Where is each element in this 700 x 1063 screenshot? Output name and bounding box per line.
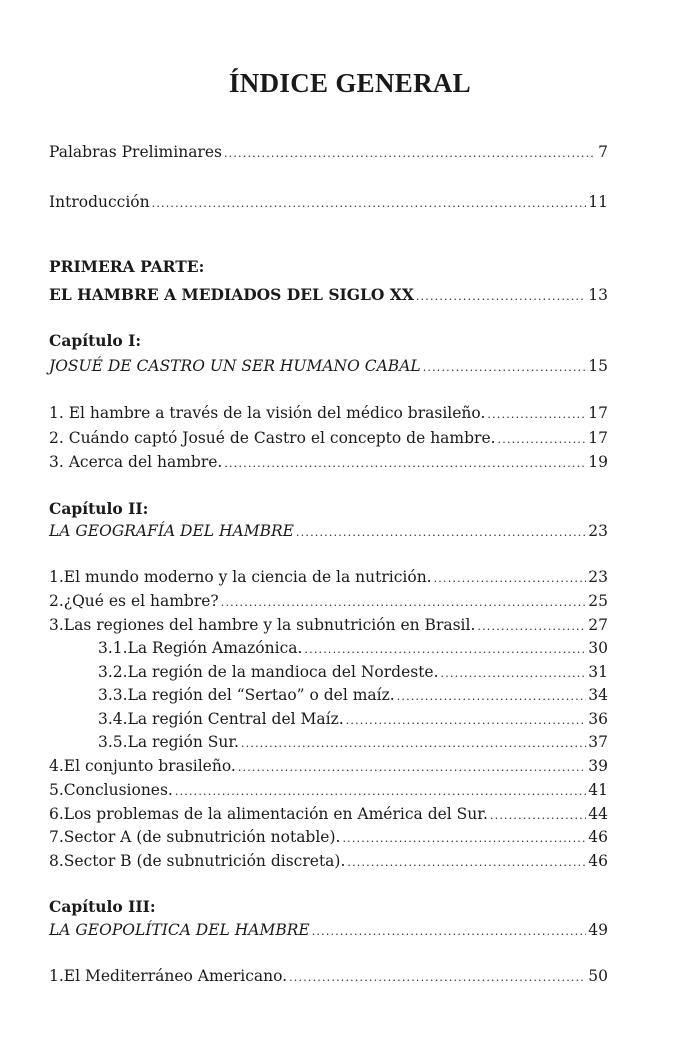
entry-label: Introducción xyxy=(49,193,150,211)
toc-entry xyxy=(49,614,608,636)
entry-page: 50 xyxy=(588,967,608,985)
entry-page: 41 xyxy=(588,781,608,799)
leader-dots xyxy=(296,522,586,544)
toc-entry xyxy=(49,402,608,424)
entry-label: 3.4.La región Central del Maíz. xyxy=(98,710,344,728)
entry-label: 4.El conjunto brasileño. xyxy=(49,757,236,775)
entry-page: 23 xyxy=(588,522,608,540)
entry-label: 2. Cuándo captó Josué de Castro el concepto de hambre. xyxy=(49,429,496,447)
entry-label: 5.Conclusiones. xyxy=(49,781,173,799)
entry-label: 1.El Mediterráneo Americano. xyxy=(49,967,288,985)
toc-entry xyxy=(49,590,608,612)
toc-entry xyxy=(49,826,608,848)
entry-label: 1. El hambre a través de la visión del médico brasileño. xyxy=(49,404,486,422)
entry-page: 36 xyxy=(588,710,608,728)
entry-label: 3.2.La región de la mandioca del Nordeste. xyxy=(98,663,439,681)
leader-dots xyxy=(304,639,586,661)
entry-label: 2.¿Qué es el hambre? xyxy=(49,592,219,610)
leader-dots xyxy=(498,429,587,451)
leader-dots xyxy=(423,357,587,379)
toc-entry xyxy=(49,427,608,449)
part-title-entry xyxy=(49,284,608,306)
entry-page: 31 xyxy=(588,663,608,681)
entry-page: 34 xyxy=(588,686,608,704)
entry-page: 49 xyxy=(588,921,608,939)
entry-page: 46 xyxy=(588,852,608,870)
toc-subentry xyxy=(98,661,608,683)
entry-label: 8.Sector B (de subnutrición discreta). xyxy=(49,852,346,870)
entry-label: 3.1.La Región Amazónica. xyxy=(98,639,303,657)
leader-dots xyxy=(241,733,586,755)
entry-page: 46 xyxy=(588,828,608,846)
leader-dots xyxy=(347,852,586,874)
entry-page: 25 xyxy=(588,592,608,610)
toc-subentry xyxy=(98,731,608,753)
toc-entry xyxy=(49,965,608,987)
entry-label: 3. Acerca del hambre. xyxy=(49,453,223,471)
toc-entry xyxy=(49,141,608,163)
entry-label: LA GEOGRAFÍA DEL HAMBRE xyxy=(49,522,294,540)
leader-dots xyxy=(224,453,586,475)
toc-subentry xyxy=(98,637,608,659)
entry-page: 11 xyxy=(588,193,608,211)
entry-page: 13 xyxy=(588,286,608,304)
toc-entry xyxy=(49,566,608,588)
entry-label: 1.El mundo moderno y la ciencia de la nutrición. xyxy=(49,568,432,586)
toc-subentry xyxy=(98,708,608,730)
leader-dots xyxy=(238,757,586,779)
entry-page: 30 xyxy=(588,639,608,657)
entry-label: 3.5.La región Sur. xyxy=(98,733,239,751)
leader-dots xyxy=(434,568,587,590)
chapter-heading: Capítulo III: xyxy=(49,897,156,916)
chapter-heading: Capítulo I: xyxy=(49,331,142,350)
toc-entry xyxy=(49,803,608,825)
chapter-title-entry xyxy=(49,919,608,941)
leader-dots xyxy=(397,686,587,708)
entry-label: LA GEOPOLÍTICA DEL HAMBRE xyxy=(49,921,310,939)
leader-dots xyxy=(477,616,586,638)
leader-dots xyxy=(221,592,587,614)
entry-label: 3.Las regiones del hambre y la subnutrición en Brasil. xyxy=(49,616,476,634)
toc-entry xyxy=(49,191,608,213)
toc-entry xyxy=(49,779,608,801)
entry-label: 3.3.La región del “Sertao” o del maíz. xyxy=(98,686,395,704)
entry-label: 7.Sector A (de subnutrición notable). xyxy=(49,828,341,846)
leader-dots xyxy=(441,663,587,685)
entry-page: 7 xyxy=(598,143,608,161)
leader-dots xyxy=(342,828,586,850)
entry-page: 19 xyxy=(588,453,608,471)
leader-dots xyxy=(175,781,586,803)
leader-dots xyxy=(152,193,587,215)
entry-page: 39 xyxy=(588,757,608,775)
entry-label: Palabras Preliminares xyxy=(49,143,222,161)
leader-dots xyxy=(289,967,586,989)
entry-page: 17 xyxy=(588,404,608,422)
leader-dots xyxy=(346,710,587,732)
entry-page: 37 xyxy=(588,733,608,751)
leader-dots xyxy=(487,404,586,426)
leader-dots xyxy=(416,286,586,308)
entry-label: JOSUÉ DE CASTRO UN SER HUMANO CABAL xyxy=(49,357,421,375)
page-title: ÍNDICE GENERAL xyxy=(229,68,471,98)
entry-page: 17 xyxy=(588,429,608,447)
entry-page: 27 xyxy=(588,616,608,634)
chapter-heading: Capítulo II: xyxy=(49,499,149,518)
leader-dots xyxy=(490,805,586,827)
entry-page: 15 xyxy=(588,357,608,375)
entry-label: 6.Los problemas de la alimentación en América del Sur. xyxy=(49,805,488,823)
chapter-title-entry xyxy=(49,520,608,542)
toc-entry xyxy=(49,451,608,473)
leader-dots xyxy=(224,143,596,165)
entry-page: 44 xyxy=(588,805,608,823)
toc-entry xyxy=(49,755,608,777)
toc-subentry xyxy=(98,684,608,706)
toc-entry xyxy=(49,850,608,872)
entry-label: EL HAMBRE A MEDIADOS DEL SIGLO XX xyxy=(49,285,414,304)
entry-page: 23 xyxy=(588,568,608,586)
leader-dots xyxy=(312,921,587,943)
chapter-title-entry xyxy=(49,355,608,377)
part-heading: PRIMERA PARTE: xyxy=(49,257,205,276)
